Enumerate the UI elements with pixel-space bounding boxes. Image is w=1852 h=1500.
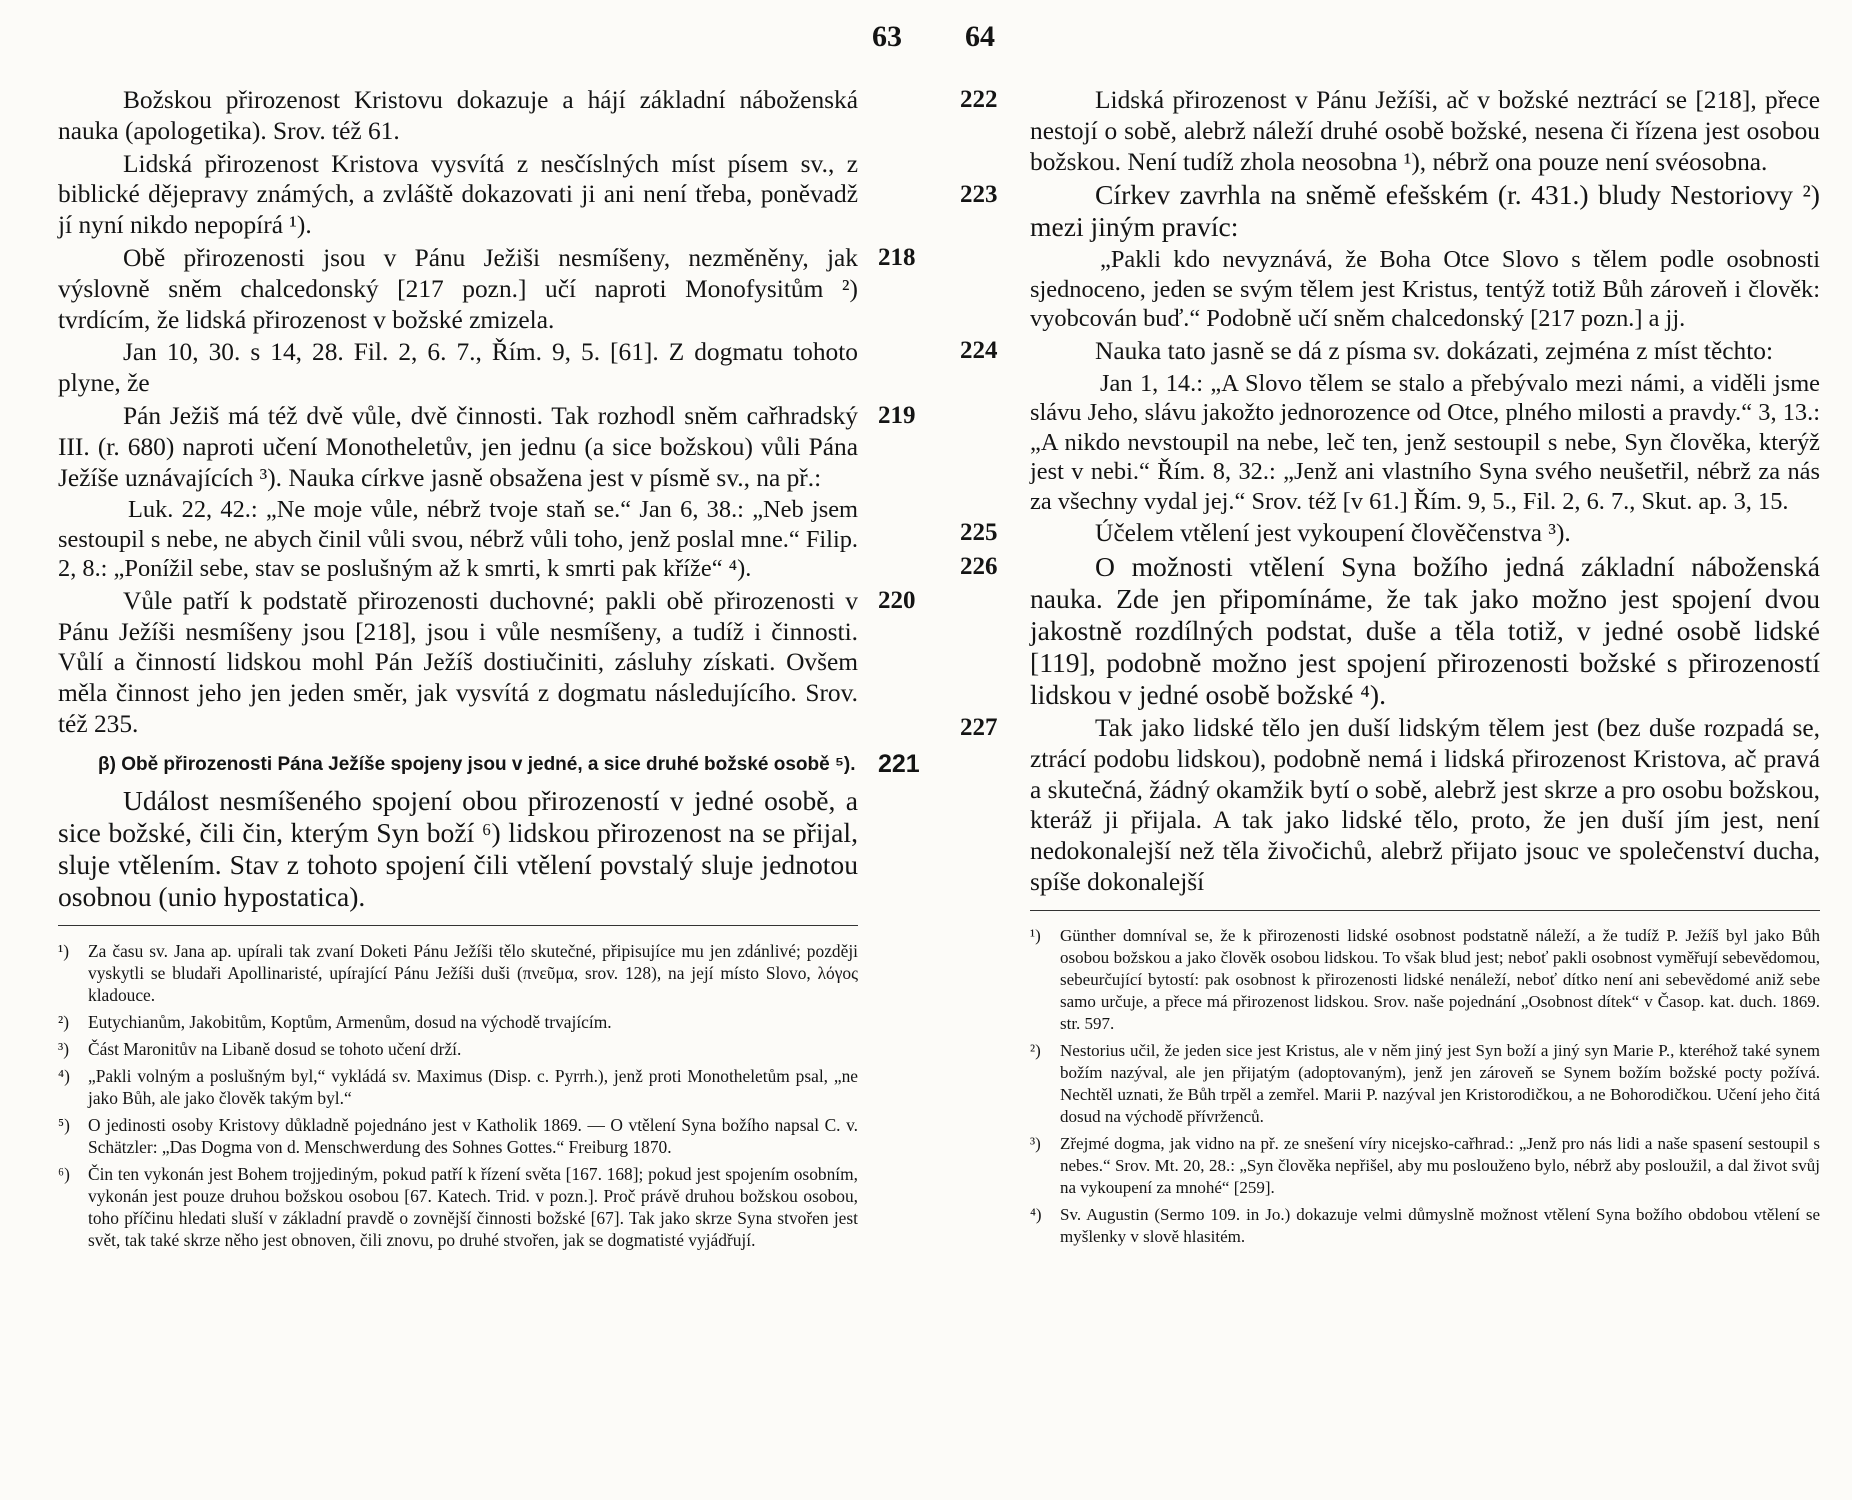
paragraph: 227 Tak jako lidské tělo jen duší lidským tělem jest (bez duše rozpadá se, ztrácí podobu lidskou), podobně nemá i lidská přirozenost Kristova, ač pravá a skutečná, žádný okamžik bytí o sobě, alebrž jest skrze a pro osobu božskou, kteráž ji přijala. A tak jako lidské tělo, proto, že jen duší jím jest, není nedokonalejší než těla živočichů, alebrž přijato jsouc ve společenství ducha, spíše dokonalejší <box>960 713 1820 896</box>
margin-number: 224 <box>960 336 998 364</box>
paragraph: 219 Pán Ježiš má též dvě vůle, dvě činnosti. Tak rozhodl sněm cařhradský III. (r. 680) naproti učení Monotheletův, jen jednu (a sice božskou) vůli Pána Ježíše uznávajících ³). Nauka církve jasně obsažena jest v písmě sv., na př.: <box>58 401 916 492</box>
paragraph-quote: Jan 1, 14.: „A Slovo tělem se stalo a přebývalo mezi námi, a viděli jsme slávu Jeho, slávu jakožto jednorozence od Otce, plného milosti a pravdy.“ 3, 13.: „A nikdo nevstoupil na nebe, leč ten, jenž sestoupil s nebe, Syn člověka, kterýž jest v nebi.“ Řím. 8, 32.: „Jenž ani vlastního Syna svého neušetřil, nébrž za nás za všechny vydal jej.“ Srov. též [v 61.] Řím. 9, 5., Fil. 2, 6. 7., Skut. ap. 3, 15. <box>1030 369 1820 515</box>
footnotes <box>58 940 858 1251</box>
footnote: ³) Část Maronitův na Libaně dosud se tohoto učení drží. <box>58 1038 462 1059</box>
footnote: ⁴) „Pakli volným a poslušným byl,“ vykládá sv. Maximus (Disp. c. Pyrrh.), jenž proti Monotheletům psal, „ne jako Bůh, ale jako člověk takým byl.“ <box>58 1065 858 1108</box>
paragraph: 220 Vůle patří k podstatě přirozenosti duchovné; pakli obě přirozenosti v Pánu Ježíši nesmíšeny jsou [218], jsou i vůle nesmíšeny, a tudíž i činnosti. Vůlí a činností lidskou mohl Pán Ježíš dostiučiniti, zásluhy získati. Ovšem měla činnost jeho jen jeden směr, jak vysvítá z dogmatu následujícího. Srov. též 235. <box>58 586 916 739</box>
footnote-rule <box>1030 910 1820 911</box>
page-number-left: 63 <box>872 20 902 53</box>
paragraph: 222 Lidská přirozenost v Pánu Ježíši, ač v božské neztrácí se [218], přece nestojí o sobě, alebrž náleží druhé osobě božské, nesena či řízena jest osobou božskou. Není tudíž zhola neosobna ¹), nébrž ona pouze není svéosobna. <box>960 86 1820 176</box>
margin-number: 225 <box>960 519 998 547</box>
footnote: ²) Nestorius učil, že jeden sice jest Kristus, ale v něm jiný jest Syn boží a jiný syn Marie P., kteréhož také synem božím nazýval, ale jen přijatým (adoptovaným), jenž jen zároveň se Synem božím božské pocty požívá. Nechtěl uznati, že Bůh trpěl a zemřel. Marii P. nazýval jen Kristorodičkou, a ne Bohorodičkou. Učení jeho čitá dosud na východě přívrženců. <box>1030 1040 1820 1126</box>
footnote: ²) Eutychianům, Jakobitům, Koptům, Armenům, dosud na východě trvajícím. <box>58 1011 612 1032</box>
paragraph-quote: Luk. 22, 42.: „Ne moje vůle, nébrž tvoje staň se.“ Jan 6, 38.: „Neb jsem sestoupil s nebe, ne abych činil vůli svou, nébrž vůli toho, jenž poslal mne.“ Filip. 2, 8.: „Ponížil sebe, stav se poslušným až k smrti, k smrti pak kříže“ ⁴). <box>58 496 859 583</box>
margin-number: 220 <box>878 586 916 614</box>
footnote: ⁶) Čin ten vykonán jest Bohem trojjediným, pokud patří k řízení světa [167. 168]; pokud jest spojením osobním, vykonán jest pouze druhou božskou osobou [67. Katech. Trid. v pozn.]. Proč právě druhou božskou osobou, toho příčinu hledati sluší v základní pravdě o zovnější činnosti božské [67]. Tak jako skrze Syna stvořen jest svět, tak také skrze něho jest obnoven, čili znovu, po druhé stvořen, jak se dogmatisté vyjádřují. <box>58 1163 858 1250</box>
margin-number: 219 <box>878 401 916 429</box>
footnote: ⁵) O jedinosti osoby Kristovy důkladně pojednáno jest v Katholik 1869. — O vtělení Syna božího napsal C. v. Schätzler: „Das Dogma von d. Menschwerdung des Sohnes Gottes.“ Freiburg 1870. <box>58 1114 858 1157</box>
margin-number: 223 <box>960 181 998 209</box>
lead-paragraph: Událost nesmíšeného spojení obou přirozeností v jedné osobě, a sice božské, čili čin, kterým Syn boží ⁶) lidskou přirozenost na se přijal, sluje vtělením. Stav z tohoto spojení čili vtělení povstalý sluje jednotou osobnou (unio hypostatica). <box>58 784 858 912</box>
margin-number: 221 <box>878 749 920 778</box>
margin-number: 227 <box>960 713 998 741</box>
margin-number: 226 <box>960 552 998 580</box>
paragraph: 225 Účelem vtělení jest vykoupení člověčenstva ³). <box>960 519 1571 548</box>
footnote: ³) Zřejmé dogma, jak vidno na př. ze snešení víry nicejsko-cařhrad.: „Jenž pro nás lidi a naše spasení sestoupil s nebes.“ Srov. Mt. 20, 28.: „Syn člověka nepřišel, aby mu poslouženo bylo, nébrž aby posloužil, a dal život svůj na vykoupení za mnohé“ [259]. <box>1030 1133 1820 1197</box>
footnote-rule <box>58 925 858 926</box>
paragraph: Lidská přirozenost Kristova vysvítá z nesčíslných míst písem sv., z biblické dějepravy známých, a zvláště dokazovati ji ani není třeba, poněvadž jí nyní nikdo nepopírá ¹). <box>58 149 858 240</box>
paragraph: 218 Obě přirozenosti jsou v Pánu Ježiši nesmíšeny, nezměněny, jak výslovně sněm chalcedonský [217 pozn.] učí naproti Monofysitům ²) tvrdícím, že lidská přirozenost v božské zmizela. <box>58 243 916 334</box>
paragraph: 226 O možnosti vtělení Syna božího jedná základní náboženská nauka. Zde jen připomínáme, že tak jako možno jest spojení dvou jakostně rozdílných podstat, duše a těla totiž, v jedné osobě lidské [119], podobně možno jest spojení přirozenosti božské s přirozeností lidskou v jedné osobě božské ⁴). <box>960 550 1820 710</box>
footnotes <box>1030 925 1820 1248</box>
page-left <box>58 85 920 1256</box>
page-right <box>960 85 1820 1253</box>
paragraph-quote: „Pakli kdo nevyznává, že Boha Otce Slovo s tělem podle osobnosti sjednoceno, jeden se svým tělem jest Kristus, tentýž totiž Bůh zároveň i člověk: vyobcován buď.“ Podobně učí sněm chalcedonský [217 pozn.] a jj. <box>1030 246 1820 333</box>
footnote: ¹) Za času sv. Jana ap. upírali tak zvaní Doketi Pánu Ježíši tělo skutečné, připisujíce mu jen zdánlivé; později vyskytli se bludaři Apollinaristé, upírající Pánu Ježíši duši (πνεῦμα, srov. 128), na její místo Slovo, λόγος kladouce. <box>58 940 858 1005</box>
paragraph: 223 Církev zavrhla na sněmě efešském (r. 431.) bludy Nestoriovy ²) mezi jiným pravíc: <box>960 179 1820 243</box>
page-number-right: 64 <box>965 20 995 53</box>
paragraph: Božskou přirozenost Kristovu dokazuje a hájí základní náboženská nauka (apologetika). Srov. též 61. <box>58 86 858 145</box>
section-subheading: β) Obě přirozenosti Pána Ježíše spojeny jsou v jedné, a sice druhé božské osobě ⁵). 221 <box>98 749 920 778</box>
footnote: ⁴) Sv. Augustin (Sermo 109. in Jo.) dokazuje velmi důmyslně možnost vtělení Syna božího obdobou vtělení se myšlenky v slově hlasitém. <box>1030 1204 1820 1246</box>
margin-number: 222 <box>960 86 998 113</box>
margin-number: 218 <box>878 243 916 271</box>
footnote: ¹) Günther domníval se, že k přirozenosti lidské osobnost podstatně náleží, a že tudíž P. Ježíš byl jako Bůh osobou božskou a jako člověk osobou lidskou. To však blud jest; neboť pakli osobnost vyměřují sebevědomou, sebeurčující bytostí: pak osobnost k přirozenosti lidské nenáleží, neboť dítko není ani sebevědomé aniž sebe samo určuje, a přece má přirozenost lidskou. Srov. naše pojednání „Osobnost dítek“ v Časop. kat. duch. 1869. str. 597. <box>1030 925 1820 1033</box>
paragraph: Jan 10, 30. s 14, 28. Fil. 2, 6. 7., Řím. 9, 5. [61]. Z dogmatu tohoto plyne, že <box>58 338 858 398</box>
paragraph: 224 Nauka tato jasně se dá z písma sv. dokázati, zejména z míst těchto: <box>960 336 1774 365</box>
